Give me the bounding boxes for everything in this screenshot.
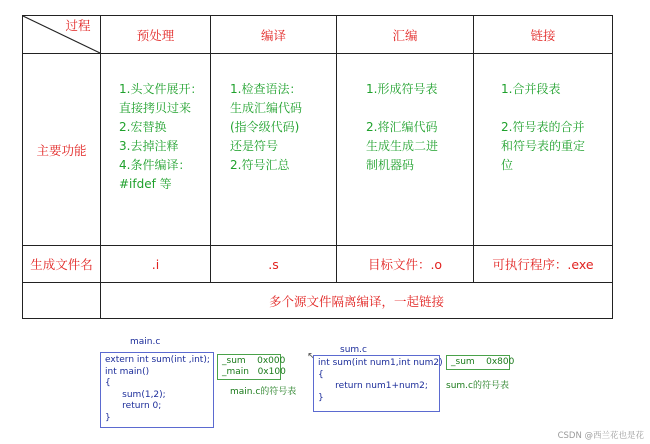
sum-c-symbol-table: _sum 0x800 [446,355,510,370]
assemble-functions: 1.形成符号表 2.将汇编代码 生成生成二进 制机器码 [366,82,439,172]
link-functions: 1.合并段表 2.符号表的合并 和符号表的重定 位 [501,82,586,172]
compilation-table [22,15,613,319]
sum-c-symbol-caption: sum.c的符号表 [446,381,509,391]
output-compile: .s [268,256,279,272]
compile-functions: 1.检查语法： 生成汇编代码 (指令级代码) 还是符号 2.符号汇总 [230,82,303,172]
corner-label: 过程 [65,18,91,33]
divider [23,53,612,54]
divider [210,16,211,282]
main-c-title: main.c [130,337,161,347]
sum-c-title: sum.c [340,345,367,355]
main-c-symbol-caption: main.c的符号表 [230,387,297,397]
preprocess-functions: 1.头文件展开： 直接拷贝过来 2.宏替换 3.去掉注释 4.条件编译： #ifdef 等 [119,82,203,191]
watermark: CSDN @西兰花也是花 [557,431,644,441]
divider [336,16,337,282]
output-assemble: 目标文件：.o [367,257,443,272]
divider [473,16,474,282]
footer-note: 多个源文件隔离编译，一起链接 [268,293,444,309]
output-link: 可执行程序：.exe [492,257,594,272]
header-preprocess: 预处理 [136,27,175,43]
header-compile: 编译 [260,27,286,43]
main-c-symbol-table: _sum 0x000 _main 0x100 [217,354,281,380]
output-preprocess: .i [151,256,160,272]
mouse-cursor-icon: ↖ [307,351,316,362]
row-label-output: 生成文件名 [30,257,93,272]
header-assemble: 汇编 [392,27,418,43]
header-link: 链接 [530,27,556,43]
main-c-code: extern int sum(int ,int); int main() { sum(1,2); return 0; } [100,352,214,428]
row-label-function: 主要功能 [36,142,87,158]
sum-c-code: int sum(int num1,int num2) { return num1+num2; } [313,355,440,412]
